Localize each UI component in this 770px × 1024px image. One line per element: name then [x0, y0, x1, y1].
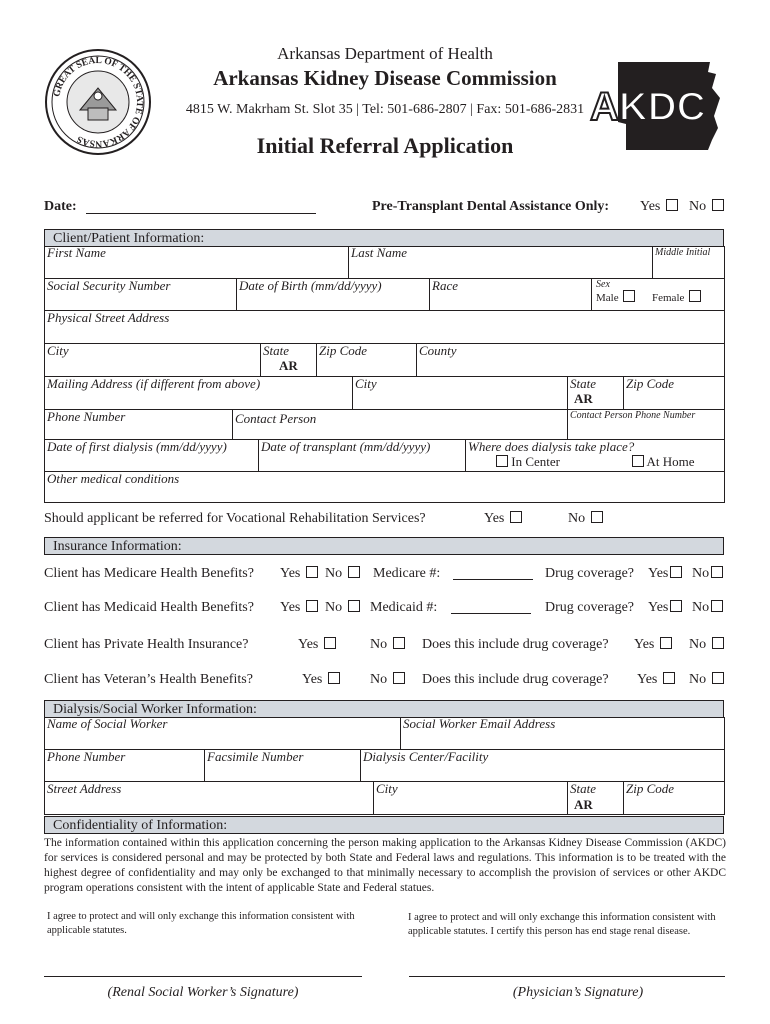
dental-no — [689, 199, 724, 215]
medicare-drug-yes-checkbox[interactable] — [670, 566, 682, 578]
private-drug-yes-label: Yes — [634, 637, 655, 652]
dialysis-center-label: Dialysis Center/Facility — [363, 749, 489, 764]
confidentiality-section-header: Confidentiality of Information: — [44, 816, 724, 834]
zip-label: Zip Code — [319, 343, 368, 358]
veteran-drug-no-label: No — [689, 672, 707, 687]
private-no — [370, 637, 405, 653]
mailing-address-label: Mailing Address (if different from above) — [47, 376, 261, 391]
physician-signature-caption: (Physician’s Signature) — [512, 985, 644, 1000]
contact-person-label: Contact Person — [235, 411, 317, 426]
veteran-no — [370, 672, 405, 688]
mailing-city-field[interactable] — [352, 376, 377, 409]
private-no-label: No — [370, 637, 388, 652]
form-title: Initial Referral Application — [256, 133, 514, 158]
social-worker-section-header: Dialysis/Social Worker Information: — [44, 700, 724, 718]
medicaid-drug-yes — [648, 600, 682, 616]
veteran-drug-no — [689, 672, 724, 688]
private-drug-label: Does this include drug coverage? — [422, 637, 609, 652]
at-home-option — [630, 454, 695, 470]
private-yes-label: Yes — [298, 637, 319, 652]
state-field[interactable] — [260, 343, 298, 376]
social-state-label: State — [570, 781, 596, 796]
sex-male — [596, 290, 635, 304]
medicare-no — [325, 566, 360, 582]
middle-initial-field[interactable] — [652, 246, 711, 278]
social-worker-email-label: Social Worker Email Address — [403, 716, 556, 731]
dental-no-label: No — [689, 199, 707, 214]
dialysis-where-label: Where does dialysis take place? — [468, 439, 635, 454]
medicaid-no-checkbox[interactable] — [348, 600, 360, 612]
other-conditions-field[interactable] — [45, 472, 724, 503]
dialysis-location-field — [465, 439, 695, 471]
social-city-label: City — [376, 781, 398, 796]
dialysis-center-field[interactable] — [360, 749, 489, 781]
male-checkbox[interactable] — [623, 290, 635, 302]
medicaid-drug-yes-label: Yes — [648, 600, 669, 615]
female-checkbox[interactable] — [689, 290, 701, 302]
department-name: Arkansas Department of Health — [277, 44, 493, 63]
social-worker-grid — [44, 717, 725, 815]
veteran-drug-yes-checkbox[interactable] — [663, 672, 675, 684]
ssn-label: Social Security Number — [47, 278, 171, 293]
mailing-zip-field[interactable] — [623, 376, 675, 409]
physician-signature-line[interactable] — [409, 976, 725, 977]
medicaid-number-field[interactable] — [451, 613, 531, 614]
private-drug-no-checkbox[interactable] — [712, 637, 724, 649]
medicaid-drug-no-checkbox[interactable] — [711, 600, 723, 612]
medicare-drug-yes-label: Yes — [648, 566, 669, 581]
veteran-drug-yes — [637, 672, 675, 688]
race-label: Race — [432, 278, 458, 293]
vocational-no — [568, 511, 603, 527]
medicare-number-label: Medicare #: — [373, 566, 441, 581]
first-name-label: First Name — [47, 245, 106, 260]
medicaid-drug-no — [692, 600, 723, 616]
female-label: Female — [652, 292, 685, 304]
client-grid — [44, 246, 725, 503]
veteran-yes-label: Yes — [302, 672, 323, 687]
medicare-drug-no-checkbox[interactable] — [711, 566, 723, 578]
transplant-date-label: Date of transplant (mm/dd/yyyy) — [261, 439, 431, 454]
agree-left-text: I agree to protect and will only exchange this information consistent with applicable statutes. — [47, 911, 355, 936]
at-home-checkbox[interactable] — [632, 455, 644, 467]
county-label: County — [419, 343, 457, 358]
veteran-drug-no-checkbox[interactable] — [712, 672, 724, 684]
in-center-label: In Center — [511, 454, 560, 469]
dental-label: Pre-Transplant Dental Assistance Only: — [372, 199, 610, 214]
in-center-checkbox[interactable] — [496, 455, 508, 467]
medicare-yes-checkbox[interactable] — [306, 566, 318, 578]
zip-field[interactable] — [316, 343, 368, 376]
mailing-state-field[interactable] — [567, 376, 596, 409]
first-dialysis-label: Date of first dialysis (mm/dd/yyyy) — [47, 439, 227, 454]
last-name-label: Last Name — [351, 245, 407, 260]
private-yes — [298, 637, 336, 653]
medicare-drug-no-label: No — [692, 566, 710, 581]
confidentiality-text: The information contained within this application concerning the person making application to the Arkansas Kidney Disease Commission (AKDC) for services is considered personal and may be protected by both State and Federal laws and regulations. This information is to be treated with the highest degree of confidentiality and may only be exchanged to that minimally necessary to accomplish the provision of services or other AKDC program operations consistent with the intent of applicable State and Federal statues. — [44, 837, 726, 894]
contact-phone-field[interactable] — [567, 410, 696, 439]
dental-yes-label: Yes — [640, 199, 661, 214]
sex-label: Sex — [596, 279, 610, 290]
physical-address-field[interactable] — [45, 311, 724, 344]
middle-initial-label: Middle Initial — [655, 247, 711, 258]
city-label: City — [47, 343, 69, 358]
medicare-question: Client has Medicare Health Benefits? — [44, 566, 254, 581]
private-drug-yes-checkbox[interactable] — [660, 637, 672, 649]
sex-field — [591, 279, 685, 310]
in-center-option — [494, 454, 560, 470]
private-yes-checkbox[interactable] — [324, 637, 336, 649]
private-question: Client has Private Health Insurance? — [44, 637, 249, 652]
veteran-yes — [302, 672, 340, 688]
veteran-drug-label: Does this include drug coverage? — [422, 672, 609, 687]
vocational-yes — [484, 511, 522, 527]
social-worker-phone-label: Phone Number — [47, 749, 126, 764]
vocational-yes-label: Yes — [484, 511, 505, 526]
date-field[interactable] — [86, 213, 316, 214]
medicaid-yes — [280, 600, 318, 616]
agree-right-text: I agree to protect and will only exchange this information consistent with applicable statutes. I certify this person has end stage renal disease. — [408, 912, 716, 937]
date-label: Date: — [44, 199, 77, 214]
at-home-label: At Home — [646, 454, 695, 469]
medicaid-drug-no-label: No — [692, 600, 710, 615]
dob-field[interactable] — [236, 278, 382, 310]
svg-text:AKDC: AKDC — [590, 85, 706, 129]
arkansas-map-icon — [588, 58, 728, 154]
contact-phone-label: Contact Person Phone Number — [570, 410, 696, 421]
veteran-yes-checkbox[interactable] — [328, 672, 340, 684]
medicaid-drug-yes-checkbox[interactable] — [670, 600, 682, 612]
mailing-state-label: State — [570, 376, 596, 391]
transplant-date-field[interactable] — [258, 439, 431, 471]
mailing-state-value: AR — [574, 391, 593, 406]
medicaid-question: Client has Medicaid Health Benefits? — [44, 600, 254, 615]
male-label: Male — [596, 292, 619, 304]
phone-label: Phone Number — [47, 409, 126, 424]
last-name-field[interactable] — [348, 245, 407, 278]
social-worker-name-label: Name of Social Worker — [47, 716, 168, 731]
medicare-no-label: No — [325, 566, 343, 581]
medicaid-no-label: No — [325, 600, 343, 615]
fax-field[interactable] — [204, 749, 304, 781]
org-address: 4815 W. Makrham St. Slot 35 | Tel: 501-686-2807 | Fax: 501-686-2831 — [185, 102, 585, 117]
medicare-drug-no — [692, 566, 723, 582]
other-conditions-label: Other medical conditions — [47, 471, 180, 486]
medicaid-number-label: Medicaid #: — [370, 600, 438, 615]
medicaid-yes-label: Yes — [280, 600, 301, 615]
dob-label: Date of Birth (mm/dd/yyyy) — [239, 278, 382, 293]
private-drug-yes — [634, 637, 672, 653]
private-drug-no-label: No — [689, 637, 707, 652]
medicaid-yes-checkbox[interactable] — [306, 600, 318, 612]
insurance-section-header: Insurance Information: — [44, 537, 724, 555]
dental-no-checkbox[interactable] — [712, 199, 724, 211]
social-worker-signature-line[interactable] — [44, 976, 362, 977]
social-worker-email-field[interactable] — [400, 716, 556, 749]
dental-yes — [640, 199, 678, 215]
physical-address-label: Physical Street Address — [47, 310, 170, 325]
social-state-field[interactable] — [567, 781, 596, 814]
medicaid-drug-label: Drug coverage? — [545, 600, 635, 615]
race-field[interactable] — [429, 278, 458, 310]
medicare-yes — [280, 566, 318, 582]
medicare-number-field[interactable] — [453, 579, 533, 580]
social-zip-field[interactable] — [623, 781, 675, 814]
svg-text:GREAT SEAL OF THE STATE OF ARK: GREAT SEAL OF THE STATE OF ARKANSAS — [52, 55, 145, 149]
social-city-field[interactable] — [373, 781, 398, 814]
medicaid-no — [325, 600, 360, 616]
vocational-yes-checkbox[interactable] — [510, 511, 522, 523]
mailing-zip-label: Zip Code — [626, 376, 675, 391]
private-drug-no — [689, 637, 724, 653]
akdc-logo — [588, 58, 728, 154]
contact-person-field[interactable] — [232, 410, 317, 439]
medicare-drug-label: Drug coverage? — [545, 566, 635, 581]
medicare-yes-label: Yes — [280, 566, 301, 581]
veteran-drug-yes-label: Yes — [637, 672, 658, 687]
social-worker-signature-caption: (Renal Social Worker’s Signature) — [107, 985, 299, 1000]
social-street-label: Street Address — [47, 781, 122, 796]
sex-female — [652, 290, 701, 304]
mailing-city-label: City — [355, 376, 377, 391]
medicare-no-checkbox[interactable] — [348, 566, 360, 578]
vocational-no-checkbox[interactable] — [591, 511, 603, 523]
veteran-no-checkbox[interactable] — [393, 672, 405, 684]
veteran-question: Client has Veteran’s Health Benefits? — [44, 672, 253, 687]
state-value: AR — [279, 358, 298, 373]
medicare-drug-yes — [648, 566, 682, 582]
organization-name: Arkansas Kidney Disease Commission — [213, 66, 557, 90]
social-state-value: AR — [574, 797, 593, 812]
veteran-no-label: No — [370, 672, 388, 687]
vocational-no-label: No — [568, 511, 586, 526]
dental-yes-checkbox[interactable] — [666, 199, 678, 211]
vocational-question: Should applicant be referred for Vocational Rehabilitation Services? — [44, 511, 426, 526]
social-zip-label: Zip Code — [626, 781, 675, 796]
client-section-header: Client/Patient Information: — [44, 229, 724, 247]
fax-label: Facsimile Number — [207, 749, 304, 764]
state-label: State — [263, 343, 289, 358]
county-field[interactable] — [416, 343, 457, 376]
private-no-checkbox[interactable] — [393, 637, 405, 649]
